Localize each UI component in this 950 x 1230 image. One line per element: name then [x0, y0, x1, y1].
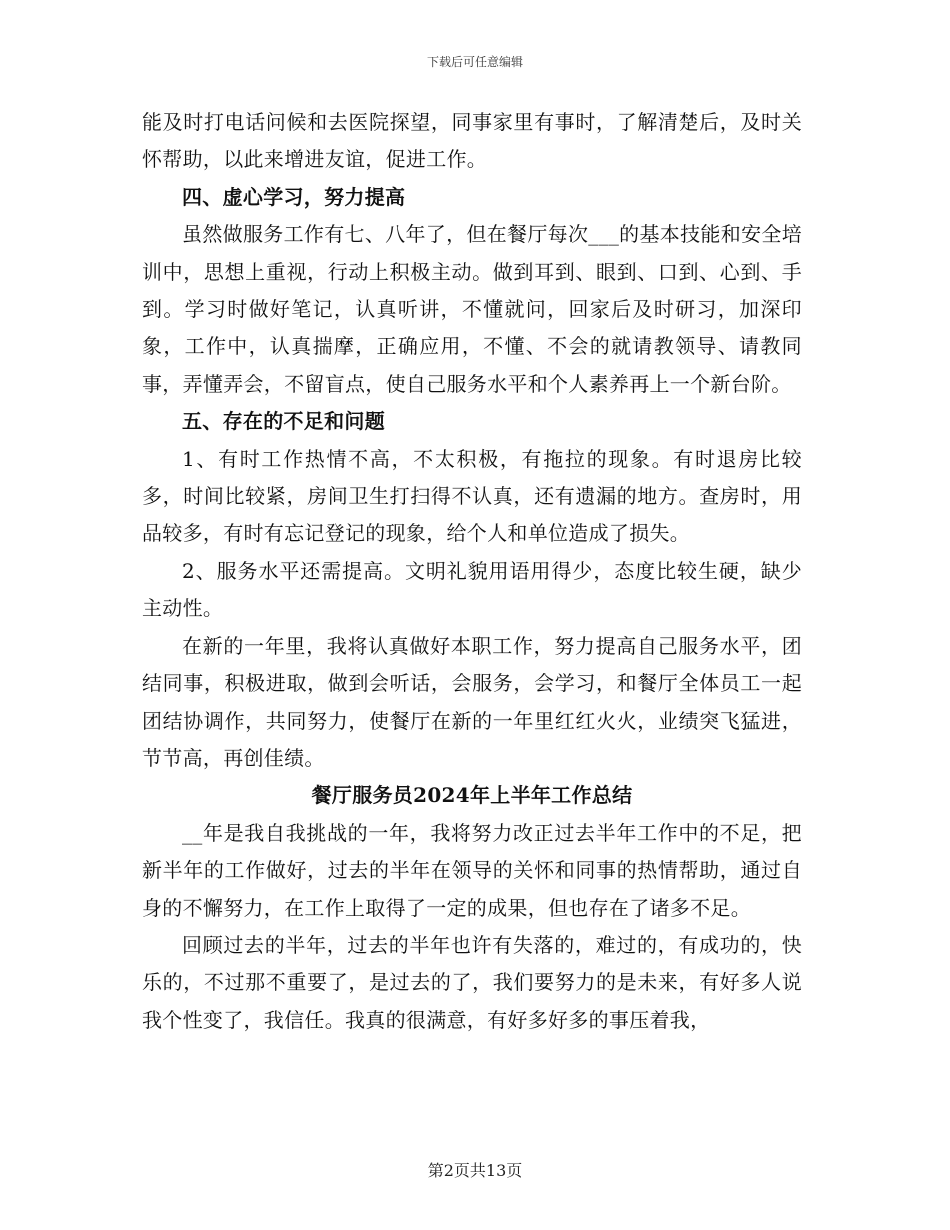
- paragraph-new-year-plan: 在新的一年里，我将认真做好本职工作，努力提高自己服务水平，团结同事，积极进取，做到会听话，会服务，会学习，和餐厅全体员工一起团结协调作，共同努力，使餐厅在新的一年里红红火火，业绩突飞猛进，节节高，再创佳绩。: [142, 633, 802, 770]
- document-body: [142, 104, 802, 1039]
- paragraph-shortcoming-2: 2、服务水平还需提高。文明礼貌用语用得少，态度比较生硬，缺少主动性。: [142, 558, 802, 621]
- paragraph-review: 回顾过去的半年，过去的半年也许有失落的，难过的，有成功的，快乐的，不过那不重要了，是过去的了，我们要努力的是未来，有好多人说我个性变了，我信任。我真的很满意，有好多好多的事压着我，: [142, 932, 802, 1032]
- section-heading-learning: 四、虚心学习，努力提高: [182, 184, 406, 209]
- page-header-note: 下载后可任意编辑: [426, 55, 523, 69]
- paragraph-intro: __年是我自我挑战的一年，我将努力改正过去半年工作中的不足，把新半年的工作做好，过去的半年在领导的关怀和同事的热情帮助，通过自身的不懈努力，在工作上取得了一定的成果，但也存在了诸多不足。: [142, 820, 802, 920]
- document-title: 餐厅服务员2024年上半年工作总结: [311, 783, 633, 808]
- paragraph-learning: 虽然做服务工作有七、八年了，但在餐厅每次___的基本技能和安全培训中，思想上重视，行动上积极主动。做到耳到、眼到、口到、心到、手到。学习时做好笔记，认真听讲，不懂就问，回家后及时研习，加深印象，工作中，认真揣摩，正确应用，不懂、不会的就请教领导、请教同事，弄懂弄会，不留盲点，使自己服务水平和个人素养再上一个新台阶。: [142, 222, 802, 396]
- page-number: 第2页共13页: [427, 1161, 523, 1180]
- section-heading-shortcomings: 五、存在的不足和问题: [182, 409, 385, 434]
- paragraph-shortcoming-1: 1、有时工作热情不高，不太积极，有拖拉的现象。有时退房比较多，时间比较紧，房间卫生打扫得不认真，还有遗漏的地方。查房时，用品较多，有时有忘记登记的现象，给个人和单位造成了损失。: [142, 446, 802, 546]
- paragraph-care-colleagues: 能及时打电话问候和去医院探望，同事家里有事时，了解清楚后，及时关怀帮助，以此来增进友谊，促进工作。: [142, 110, 802, 172]
